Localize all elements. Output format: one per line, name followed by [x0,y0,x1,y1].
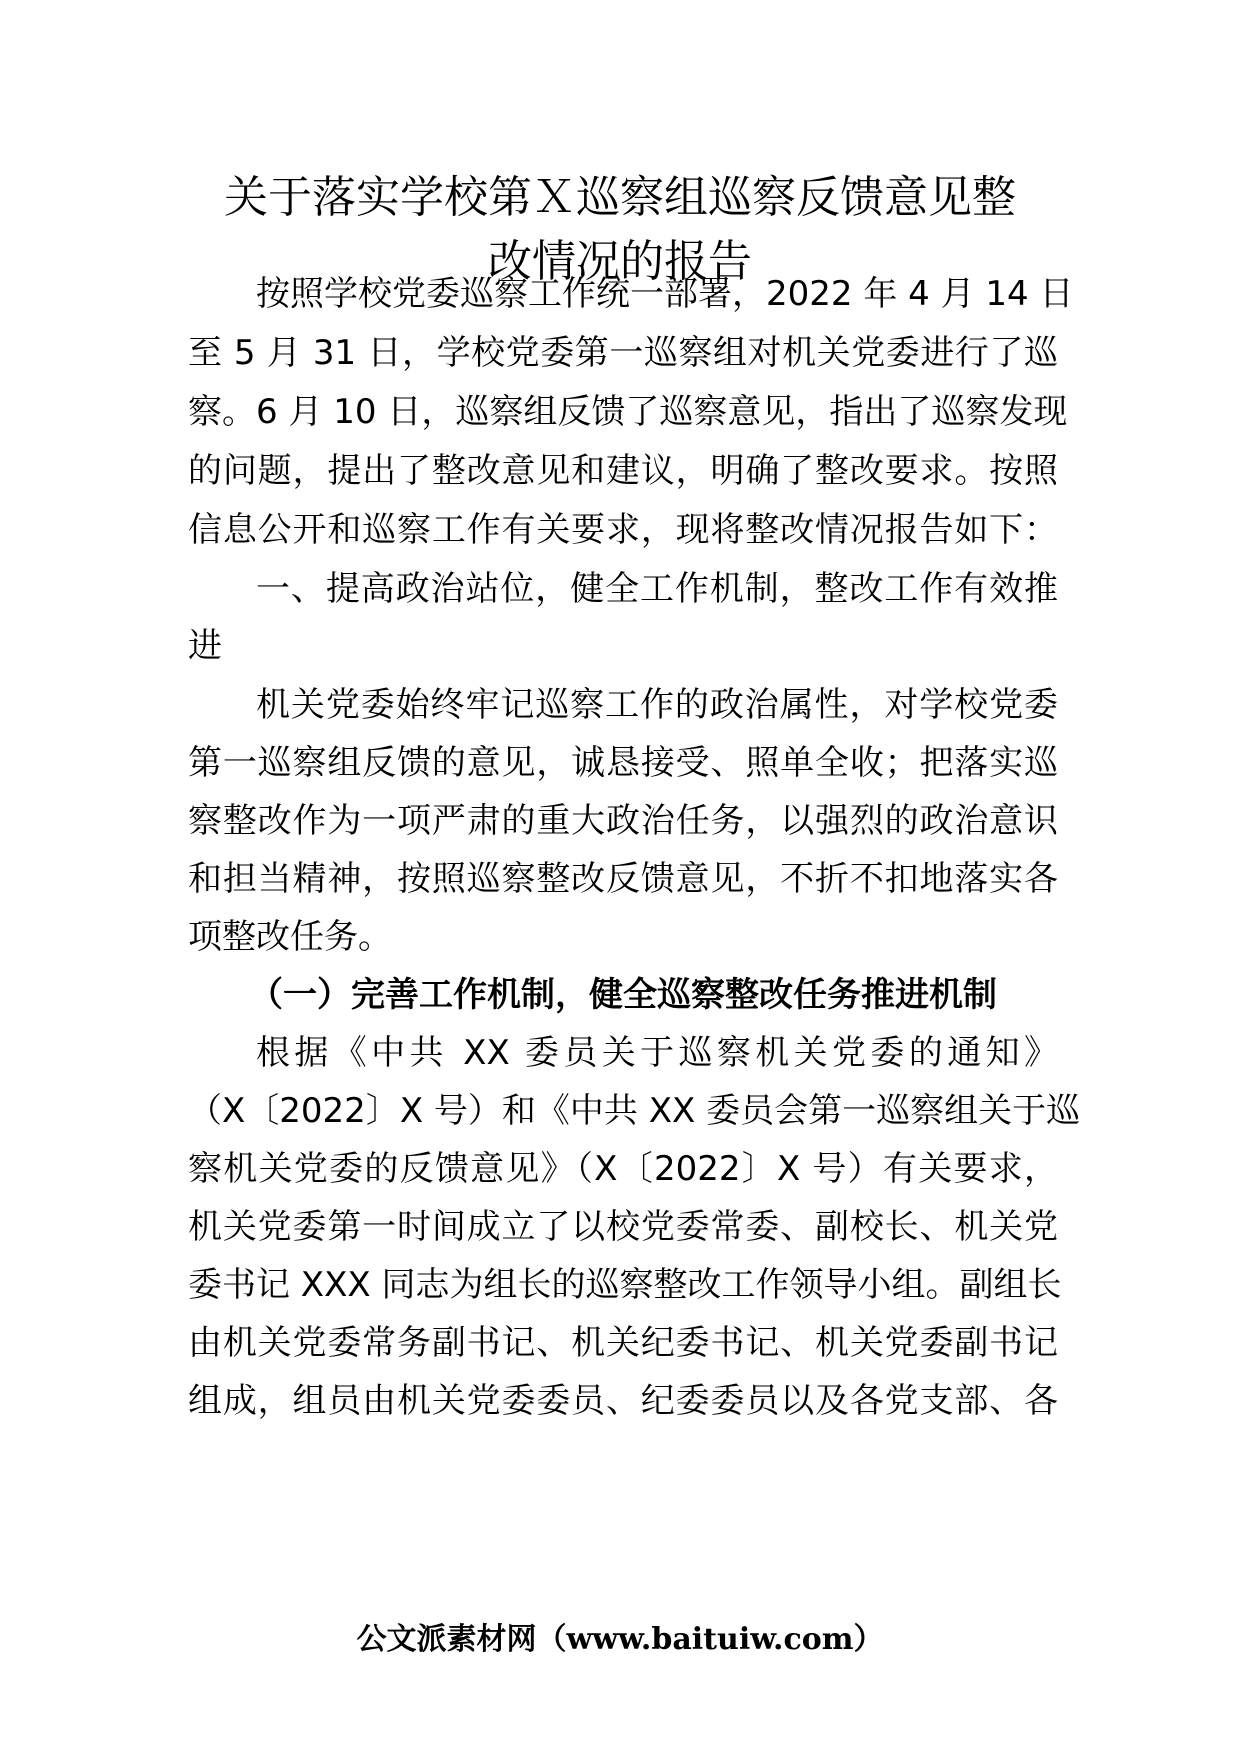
paragraph-2-line-3: 察整改作为一项严肃的重大政治任务，以强烈的政治意识 [188,801,1058,841]
paragraph-1-line-5: 信息公开和巡察工作有关要求，现将整改情况报告如下： [188,510,1058,550]
paragraph-3-line-1: 根据《中共 XX 委员关于巡察机关党委的通知》 [256,1033,1058,1073]
paragraph-1-line-4: 的问题，提出了整改意见和建议，明确了整改要求。按照 [188,451,1058,491]
paragraph-1-line-3: 察。6 月 10 日，巡察组反馈了巡察意见，指出了巡察发现 [188,392,1068,432]
paragraph-3-line-5: 委书记 XXX 同志为组长的巡察整改工作领导小组。副组长 [188,1265,1062,1305]
footer-watermark: 公文派素材网（www.baituiw.com） [356,1622,884,1657]
document-title-line-2: 改情况的报告 [488,236,752,287]
paragraph-3-line-3: 察机关党委的反馈意见》（X〔2022〕X 号）有关要求， [188,1149,1058,1189]
paragraph-3-line-6: 由机关党委常务副书记、机关纪委书记、机关党委副书记 [188,1323,1058,1363]
paragraph-2-line-1: 机关党委始终牢记巡察工作的政治属性，对学校党委 [256,685,1058,725]
paragraph-1-line-1: 按照学校党委巡察工作统一部署，2022 年 4 月 14 日 [256,274,1074,314]
paragraph-3-line-2: （X〔2022〕X 号）和《中共 XX 委员会第一巡察组关于巡 [188,1091,1081,1131]
paragraph-1-line-2: 至 5 月 31 日，学校党委第一巡察组对机关党委进行了巡 [188,333,1058,373]
section-1-heading-line-1: 一、提高政治站位，健全工作机制，整改工作有效推 [256,569,1058,609]
paragraph-3-line-7: 组成，组员由机关党委委员、纪委委员以及各党支部、各 [188,1381,1058,1421]
paragraph-2-line-4: 和担当精神，按照巡察整改反馈意见，不折不扣地落实各 [188,859,1058,899]
paragraph-2-line-2: 第一巡察组反馈的意见，诚恳接受、照单全收；把落实巡 [188,743,1058,783]
section-1-heading-line-2: 进 [188,626,222,666]
document-title-line-1: 关于落实学校第Ｘ巡察组巡察反馈意见整 [224,172,1016,223]
paragraph-2-line-5: 项整改任务。 [188,917,392,957]
paragraph-3-line-4: 机关党委第一时间成立了以校党委常委、副校长、机关党 [188,1207,1058,1247]
subheading-1: （一）完善工作机制，健全巡察整改任务推进机制 [249,975,997,1015]
